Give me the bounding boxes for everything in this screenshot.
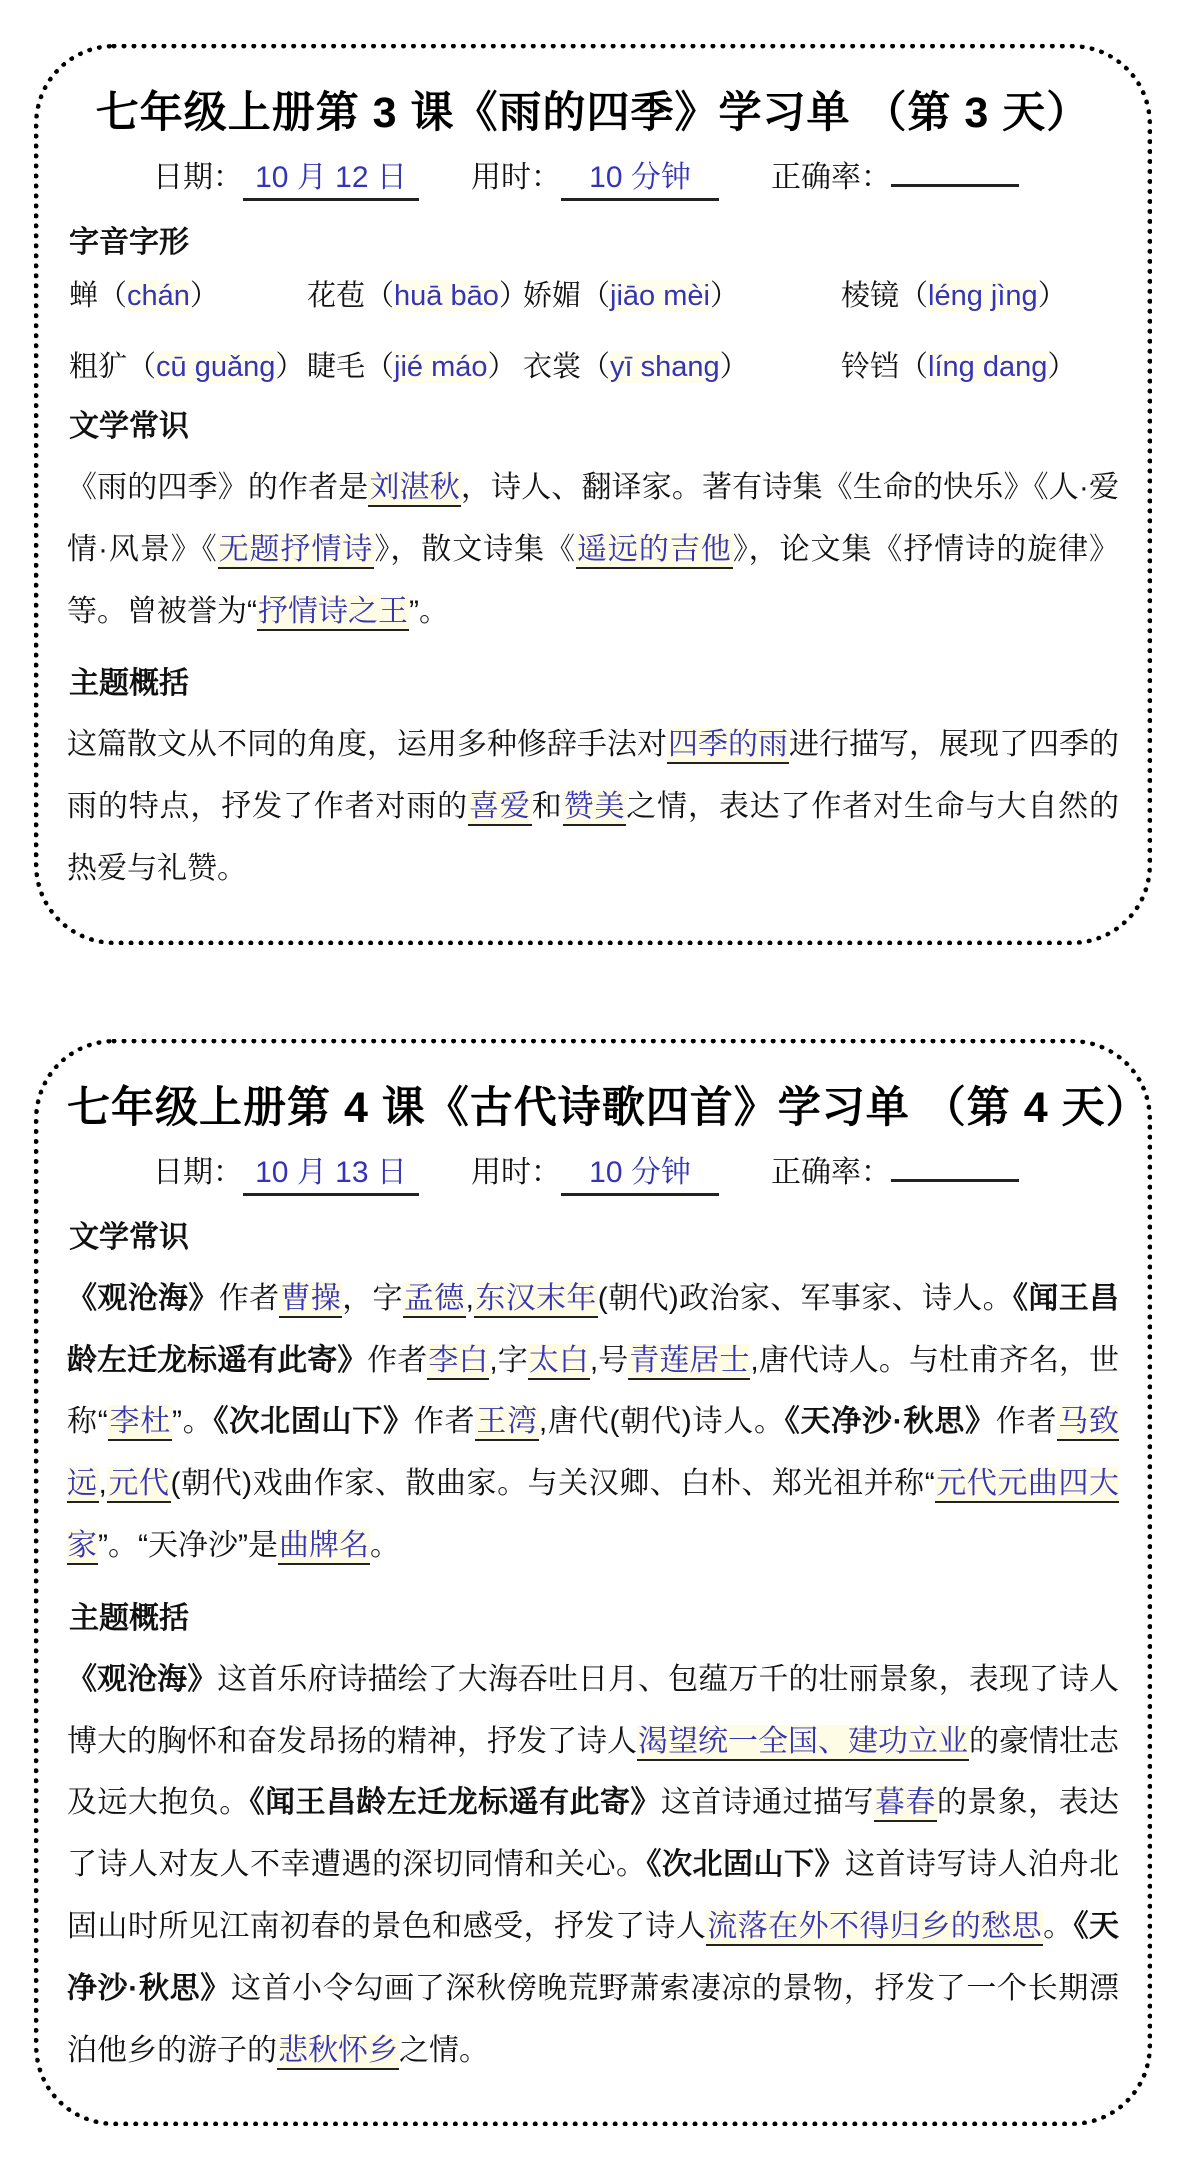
body-text: 。 xyxy=(1043,1909,1074,1943)
word-text: 衣裳 xyxy=(523,351,582,383)
close-paren: ） xyxy=(189,280,219,312)
word-text: 棱镜 xyxy=(841,280,900,312)
close-paren: ） xyxy=(1047,351,1077,383)
open-paren: （ xyxy=(127,351,157,383)
body-text: 这首诗写诗人泊舟北固山时所见江南初春的景色和感受，抒发了诗人 xyxy=(67,1848,1119,1943)
body-text: 》，论文集《抒情诗的旋律》等。曾被誉为“ xyxy=(67,532,1120,628)
body-text: ”。 xyxy=(172,1405,214,1439)
pinyin-answer[interactable]: chán xyxy=(127,280,190,312)
body-text: , xyxy=(98,1467,107,1501)
open-paren: （ xyxy=(581,351,611,383)
date-value[interactable]: 10 月 13 日 xyxy=(243,1147,419,1196)
word-text: 粗犷 xyxy=(69,351,128,383)
body-text: 作者 xyxy=(367,1343,428,1377)
date-label: 日期： xyxy=(153,161,243,194)
word-text: 铃铛 xyxy=(841,351,900,383)
answer-text: 太白 xyxy=(528,1344,590,1380)
worksheet-card-lesson4 xyxy=(34,1039,1152,2127)
meta-row xyxy=(153,152,1119,201)
body-text: 《雨的四季》的作者是 xyxy=(67,471,369,504)
pinyin-answer[interactable]: jié máo xyxy=(394,351,488,383)
accuracy-field xyxy=(771,152,1019,196)
section-heading: 主题概括 xyxy=(69,667,189,701)
body-text: 作者 xyxy=(413,1405,476,1439)
answer-text: 喜爱 xyxy=(468,790,532,826)
body-text: 的景象，表达了诗人对友人不幸遭遇的深切同情和关心。 xyxy=(67,1786,1120,1882)
section-heading: 字音字形 xyxy=(69,226,189,259)
accuracy-label: 正确率： xyxy=(771,1155,891,1189)
pinyin-item xyxy=(523,273,841,314)
worksheet-card-lesson3 xyxy=(34,44,1152,945)
pinyin-item xyxy=(307,273,528,314)
answer-text: 渴望统一全国、建功立业 xyxy=(637,1725,969,1761)
date-label: 日期： xyxy=(153,1155,243,1189)
worksheet-title: 七年级上册第 4 课《古代诗歌四首》学习单 （第 4 天） xyxy=(67,1083,1150,1132)
pinyin-item xyxy=(69,273,307,314)
body-text: 作者 xyxy=(995,1405,1058,1439)
accuracy-value[interactable] xyxy=(891,182,1019,187)
pinyin-item xyxy=(841,344,1119,385)
answer-text: 东汉末年 xyxy=(474,1282,598,1318)
accuracy-field xyxy=(771,1147,1019,1191)
word-text: 睫毛 xyxy=(307,351,366,383)
pinyin-item xyxy=(523,344,841,385)
answer-text: 暮春 xyxy=(874,1786,937,1822)
body-text: 之情，表达了作者对生命与大自然的热爱与礼赞。 xyxy=(67,790,1120,885)
answer-text: 元代 xyxy=(107,1467,171,1503)
open-paren: （ xyxy=(365,280,395,312)
body-text: 和 xyxy=(531,790,563,824)
body-text: 之情。 xyxy=(399,2033,489,2067)
close-paren: ） xyxy=(709,280,739,312)
body-text: 这首小令勾画了深秋傍晚荒野萧索凄凉的景物，抒发了一个长期漂泊他乡的游子的 xyxy=(67,1971,1119,2067)
close-paren: ） xyxy=(1037,280,1067,312)
work-title-text: 《天净沙·秋思》 xyxy=(67,1909,1120,2005)
work-title-text: 《闻王昌龄左迁龙标遥有此寄》 xyxy=(249,1786,661,1820)
body-text: ”。 xyxy=(409,594,449,628)
accuracy-label: 正确率： xyxy=(771,161,891,194)
time-label: 用时： xyxy=(471,161,561,194)
paragraph xyxy=(67,457,1119,642)
date-field xyxy=(153,1147,419,1196)
pinyin-answer[interactable]: jiāo mèi xyxy=(610,280,710,312)
meta-row xyxy=(153,1147,1119,1196)
answer-text: 李杜 xyxy=(108,1405,172,1441)
open-paren: （ xyxy=(365,351,395,383)
pinyin-item xyxy=(307,344,523,385)
body-text: 作者 xyxy=(218,1281,280,1315)
answer-text: 李白 xyxy=(427,1344,489,1380)
pinyin-answer[interactable]: huā bāo xyxy=(394,280,499,312)
body-text: 。 xyxy=(369,1528,400,1562)
body-text: ,唐代诗人。与杜甫齐名，世称“ xyxy=(67,1343,1120,1439)
pinyin-item xyxy=(69,344,307,385)
work-title-text: 《次北固山下》 xyxy=(213,1405,414,1439)
close-paren: ） xyxy=(719,351,749,383)
body-text: ,号 xyxy=(589,1343,629,1377)
card-body xyxy=(67,1212,1119,2082)
answer-text: 曹操 xyxy=(279,1282,342,1318)
card-body xyxy=(67,217,1119,900)
body-text: 这首乐府诗描绘了大海吞吐日月、包蕴万千的壮丽景象，表现了诗人博大的胸怀和奋发昂扬的精神，抒发了诗人 xyxy=(67,1662,1120,1758)
time-value[interactable]: 10 分钟 xyxy=(561,152,719,201)
answer-text: 无题抒情诗 xyxy=(218,533,375,569)
answer-text: 流落在外不得归乡的愁思 xyxy=(706,1910,1043,1946)
word-text: 娇媚 xyxy=(523,280,582,312)
pinyin-grid xyxy=(69,273,1119,385)
body-text: 的豪情壮志及远大抱负。 xyxy=(67,1724,1119,1820)
open-paren: （ xyxy=(899,280,929,312)
body-text: 这篇散文从不同的角度，运用多种修辞手法对 xyxy=(67,728,667,762)
pinyin-answer[interactable]: léng jìng xyxy=(928,280,1038,312)
pinyin-item xyxy=(841,273,1119,314)
paragraph xyxy=(67,1649,1119,2082)
paragraph xyxy=(67,714,1119,899)
section-heading: 文学常识 xyxy=(69,410,189,443)
body-text: ”。“天净沙”是 xyxy=(98,1528,278,1562)
body-text: ，诗人、翻译家。著有诗集《生命的快乐》《人·爱情·风景》《 xyxy=(67,471,1120,566)
section-heading: 主题概括 xyxy=(69,1601,189,1635)
body-text: 进行描写，展现了四季的雨的特点，抒发了作者对雨的 xyxy=(67,728,1119,824)
time-field xyxy=(471,1147,719,1196)
body-text: 》，散文诗集《 xyxy=(374,532,576,566)
paragraph xyxy=(67,1268,1119,1577)
pinyin-answer[interactable]: cū guǎng xyxy=(156,351,276,383)
time-field xyxy=(471,152,719,201)
date-field xyxy=(153,152,419,201)
answer-text: 元代元曲四大家 xyxy=(67,1467,1119,1565)
answer-text: 刘湛秋 xyxy=(368,471,460,507)
answer-text: 青莲居士 xyxy=(628,1344,750,1380)
body-text: (朝代)戏曲作家、散曲家。与关汉卿、白朴、郑光祖并称“ xyxy=(170,1467,935,1501)
close-paren: ） xyxy=(275,351,305,383)
body-text: ,唐代(朝代)诗人。 xyxy=(538,1405,785,1439)
answer-text: 赞美 xyxy=(563,790,627,826)
answer-text: 四季的雨 xyxy=(667,728,789,764)
accuracy-value[interactable] xyxy=(891,1177,1019,1182)
answer-text: 孟德 xyxy=(403,1282,466,1318)
work-title-text: 《观沧海》 xyxy=(67,1662,218,1696)
work-title-text: 《天净沙·秋思》 xyxy=(784,1405,996,1439)
body-text: (朝代)政治家、军事家、诗人。 xyxy=(597,1281,1014,1315)
word-text: 花苞 xyxy=(307,280,366,312)
open-paren: （ xyxy=(98,280,128,312)
answer-text: 王湾 xyxy=(475,1405,539,1441)
close-paren: ） xyxy=(498,280,528,312)
time-label: 用时： xyxy=(471,1155,561,1189)
date-value[interactable]: 10 月 12 日 xyxy=(243,152,419,201)
open-paren: （ xyxy=(581,280,611,312)
body-text: , xyxy=(465,1281,474,1315)
body-text: ,字 xyxy=(489,1343,528,1377)
work-title-text: 《观沧海》 xyxy=(67,1281,219,1315)
time-value[interactable]: 10 分钟 xyxy=(561,1147,719,1196)
answer-text: 马致远 xyxy=(67,1405,1119,1503)
section-heading: 文学常识 xyxy=(69,1220,189,1254)
open-paren: （ xyxy=(899,351,929,383)
word-text: 蝉 xyxy=(69,280,99,312)
work-title-text: 《闻王昌龄左迁龙标遥有此寄》 xyxy=(67,1281,1120,1377)
body-text: 这首诗通过描写 xyxy=(660,1786,874,1820)
worksheet-title: 七年级上册第 3 课《雨的四季》学习单 （第 3 天） xyxy=(95,89,1091,137)
pinyin-answer[interactable]: yī shang xyxy=(610,351,720,383)
body-text: ，字 xyxy=(342,1281,403,1315)
close-paren: ） xyxy=(487,351,517,383)
answer-text: 遥远的吉他 xyxy=(576,533,733,569)
answer-text: 悲秋怀乡 xyxy=(277,2034,399,2070)
answer-text: 曲牌名 xyxy=(278,1529,370,1565)
answer-text: 抒情诗之王 xyxy=(257,595,409,631)
work-title-text: 《次北固山下》 xyxy=(646,1848,845,1882)
pinyin-answer[interactable]: líng dang xyxy=(928,351,1048,383)
